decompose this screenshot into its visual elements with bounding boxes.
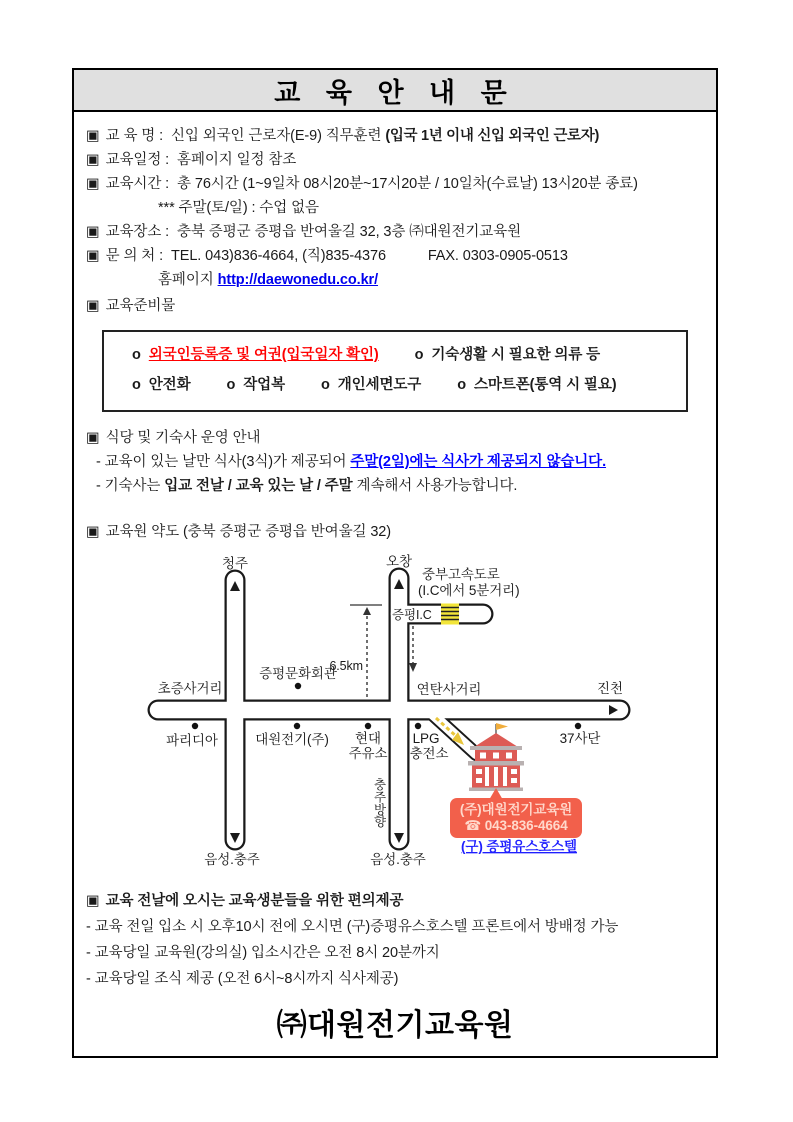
location-value: 충북 증평군 증평읍 반여울길 32, 3층 ㈜대원전기교육원 [177, 224, 521, 240]
benefits-header-line [86, 888, 704, 914]
meals-header: 식당 및 기숙사 운영 안내 [105, 430, 261, 446]
callout-phone: ☎ 043-836-4664 [464, 818, 568, 833]
materials-item-2 [415, 340, 600, 370]
meals-line-2-pre: 기숙사는 [104, 478, 161, 494]
meals-line-2 [86, 474, 704, 498]
materials-item-4 [227, 370, 286, 400]
meals-line-1-highlight: 주말(2일)에는 식사가 제공되지 않습니다. [350, 454, 607, 470]
contact-fax: FAX. 0303-0905-0513 [427, 248, 568, 264]
label-paridia: 파리디아 [166, 733, 218, 748]
label-cheongju: 청주 [222, 556, 248, 571]
contact-label: 문 의 처 : [105, 248, 164, 264]
label-expressway: 중부고속도로 [422, 567, 500, 582]
benefit-item-1 [86, 914, 704, 940]
hours-label: 교육시간 : [105, 176, 170, 192]
square-bullet-icon: ▣ [86, 128, 100, 144]
materials-item-6 [457, 370, 616, 400]
square-bullet-icon: ▣ [86, 248, 100, 264]
square-bullet-icon: ▣ [86, 524, 100, 540]
contact-line [86, 244, 704, 268]
old-name-label: (구) 증평유스호스텔 [461, 839, 577, 854]
square-bullet-icon: ▣ [86, 176, 100, 192]
location-map [130, 552, 660, 874]
map-header-line [86, 520, 704, 544]
benefit-item-3-text: 교육당일 조식 제공 (오전 6시~8시까지 식사제공) [94, 971, 399, 987]
label-eumseong-right: 음성.충주 [370, 852, 426, 867]
arrow-down-icon [409, 663, 417, 672]
label-eumseong-left: 음성.충주 [204, 852, 260, 867]
materials-header: 교육준비물 [105, 298, 176, 314]
benefit-item-2-text: 교육당일 교육원(강의실) 입소시간은 오전 8시 20분까지 [94, 945, 440, 961]
square-bullet-icon: ▣ [86, 430, 100, 446]
label-lpg-2: 충전소 [409, 746, 449, 761]
distance-measure [350, 605, 382, 700]
hours-value: 총 76시간 (1~9일차 08시20분~17시20분 / 10일차(수료날) 13시20분 종료) [177, 176, 638, 192]
materials-item-6-text: 스마트폰(통역 시 필요) [473, 377, 617, 393]
label-lpg: LPG [412, 731, 440, 746]
materials-item-5 [321, 370, 421, 400]
flag-icon [496, 723, 508, 730]
map-header: 교육원 약도 (충북 증평군 증평읍 반여울길 32) [105, 524, 391, 540]
dash-bullet: - [86, 971, 91, 987]
dash-bullet: - [86, 945, 91, 961]
benefit-item-3 [86, 966, 704, 992]
location-line [86, 220, 704, 244]
materials-row-1 [132, 340, 680, 370]
label-chojeung: 초증사거리 [157, 681, 223, 696]
callout-name: (주)대원전기교육원 [459, 802, 573, 817]
meals-line-1 [86, 450, 704, 474]
materials-item-5-text: 개인세면도구 [337, 377, 422, 393]
meals-line-2-post: 계속해서 사용가능합니다. [356, 478, 518, 494]
weekend-note-line [86, 196, 704, 220]
arrow-up-icon [363, 607, 371, 615]
materials-item-4-text: 작업복 [243, 377, 285, 393]
square-bullet-icon: ▣ [86, 298, 100, 314]
materials-box [102, 330, 688, 412]
materials-header-line [86, 294, 704, 318]
materials-item-1-text: 외국인등록증 및 여권(입국일자 확인) [148, 347, 379, 363]
dash-bullet: - [96, 454, 101, 470]
ic-down-arrow [409, 626, 417, 672]
label-distance: 6.5km [329, 659, 363, 673]
circle-bullet-icon: o [321, 377, 330, 393]
circle-bullet-icon: o [414, 347, 424, 363]
meals-line-1-text: 교육이 있는 날만 식사(3식)가 제공되어 [104, 454, 347, 470]
homepage-label: 홈페이지 [158, 272, 214, 288]
circle-bullet-icon: o [132, 347, 141, 363]
circle-bullet-icon: o [132, 377, 141, 393]
circle-bullet-icon: o [226, 377, 236, 393]
hours-line [86, 172, 704, 196]
materials-item-3-text: 안전화 [148, 377, 191, 393]
company-logo: ㈜대원전기교육원 [276, 1009, 514, 1042]
callout-box [450, 788, 582, 838]
label-hyundai-2: 주유소 [348, 746, 388, 761]
circle-bullet-icon: o [457, 377, 466, 393]
contact-tel: TEL. 043)836-4664, (직)835-4376 [170, 248, 386, 264]
label-chungju-direction: 충주방향 [372, 778, 386, 828]
map-area [86, 552, 704, 874]
label-daewon: 대원전기(주) [255, 732, 329, 747]
meals-line-2-bold: 입교 전날 / 교육 있는 날 / 주말 [164, 478, 353, 494]
dash-bullet: - [86, 919, 91, 935]
course-name-line [86, 124, 704, 148]
title-text: 교 육 안 내 문 [274, 77, 516, 108]
square-bullet-icon: ▣ [86, 224, 100, 240]
materials-row-2 [132, 370, 680, 400]
location-label: 교육장소 : [105, 224, 170, 240]
benefit-item-2 [86, 940, 704, 966]
schedule-label: 교육일정 : [105, 152, 170, 168]
homepage-line [86, 268, 704, 292]
label-ic: 증평I.C [392, 608, 432, 622]
document-body [74, 112, 716, 1046]
schedule-line [86, 148, 704, 172]
ic-highlight [441, 604, 459, 625]
meals-header-line [86, 426, 704, 450]
benefits-header: 교육 전날에 오시는 교육생분들을 위한 편의제공 [105, 893, 404, 909]
course-label: 교 육 명 : [105, 128, 164, 144]
materials-item-3 [132, 370, 191, 400]
schedule-value: 홈페이지 일정 참조 [177, 152, 297, 168]
label-expressway-note: (I.C에서 5분거리) [418, 583, 520, 598]
square-bullet-icon: ▣ [86, 152, 100, 168]
label-hyundai: 현대 [355, 731, 381, 746]
label-jincheon: 진천 [597, 681, 623, 696]
document-frame [72, 68, 718, 1058]
document-title [74, 70, 716, 112]
homepage-link[interactable]: http://daewonedu.co.kr/ [217, 272, 379, 288]
materials-item-2-text: 기숙생활 시 필요한 의류 등 [431, 347, 601, 363]
label-culture-hall: 증평문화회관 [259, 666, 337, 681]
course-note: (입국 1년 이내 신입 외국인 근로자) [385, 128, 599, 144]
label-division37: 37사단 [559, 731, 601, 746]
label-yeontan: 연탄사거리 [416, 682, 482, 697]
building-icon [468, 723, 524, 791]
square-bullet-icon: ▣ [86, 893, 100, 909]
label-ochang: 오창 [386, 554, 412, 569]
course-value: 신입 외국인 근로자(E-9) 직무훈련 [170, 128, 382, 144]
dash-bullet: - [96, 478, 101, 494]
weekend-note: *** 주말(토/일) : 수업 없음 [158, 200, 319, 216]
materials-item-1 [132, 340, 379, 370]
benefit-item-1-text: 교육 전일 입소 시 오후10시 전에 오시면 (구)증평유스호스텔 프론트에서 방배정 가능 [94, 919, 619, 935]
